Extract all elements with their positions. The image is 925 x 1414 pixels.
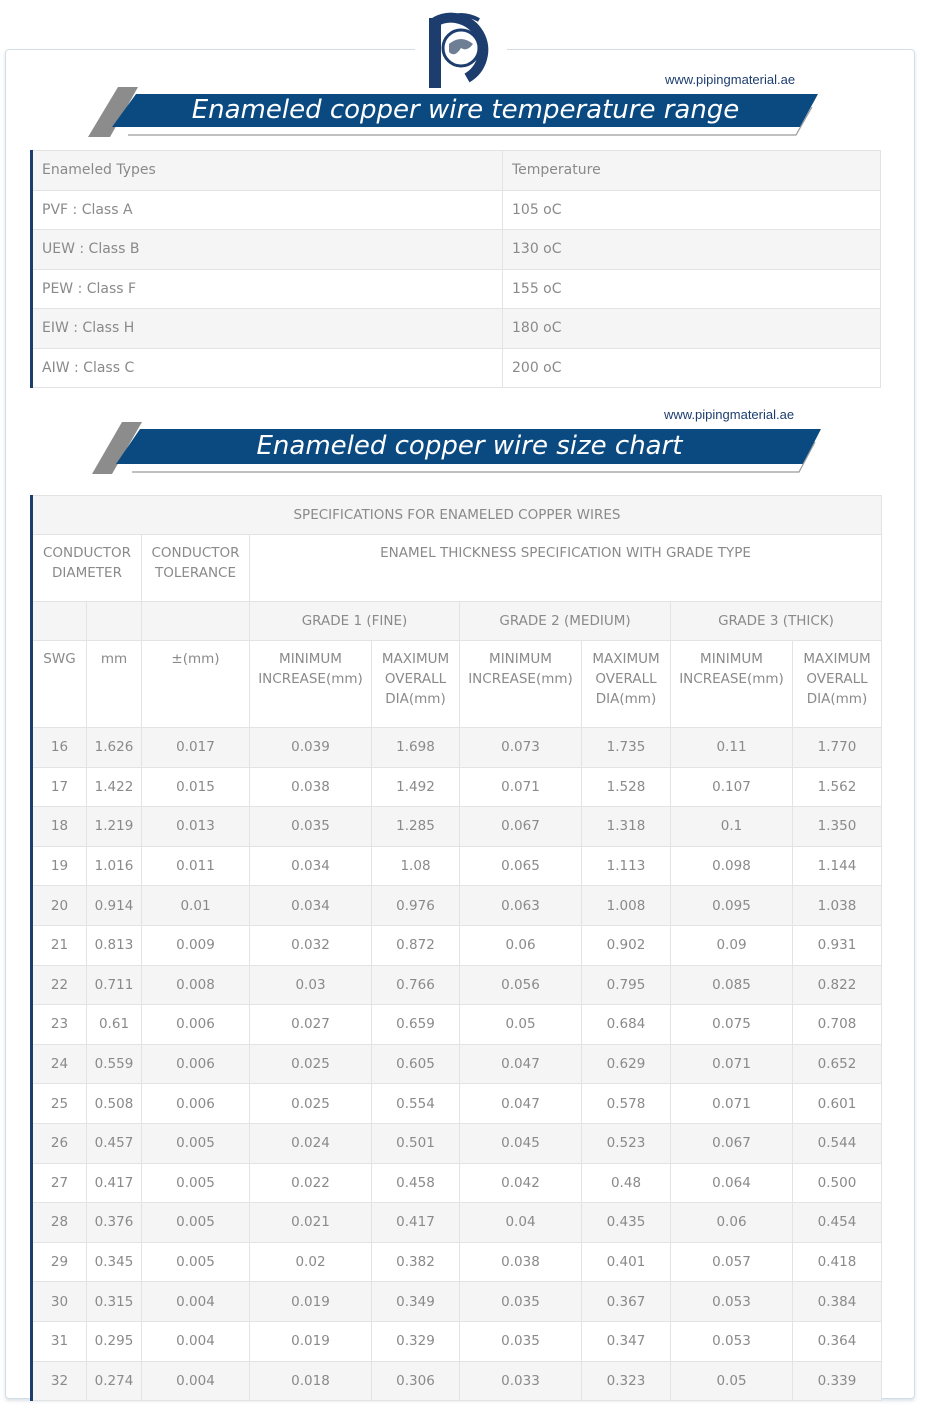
- table-cell: 0.1: [671, 807, 793, 847]
- table-cell: 29: [32, 1242, 87, 1282]
- table-cell: 0.11: [671, 728, 793, 768]
- conductor-tolerance-header: CONDUCTOR TOLERANCE: [142, 535, 250, 602]
- table-cell: 0.085: [671, 965, 793, 1005]
- table-row: [32, 1321, 882, 1361]
- table-cell: 0.345: [87, 1242, 142, 1282]
- section-title: Enameled copper wire temperature range: [191, 95, 740, 125]
- conductor-diameter-header: CONDUCTOR DIAMETER: [32, 535, 142, 602]
- column-header: MAXIMUM OVERALL DIA(mm): [582, 641, 671, 728]
- table-cell: 0.064: [671, 1163, 793, 1203]
- table-row: [32, 1361, 882, 1401]
- table-cell: 0.605: [372, 1044, 460, 1084]
- table-cell: 0.914: [87, 886, 142, 926]
- table-cell: 0.06: [671, 1203, 793, 1243]
- table-cell: 0.013: [142, 807, 250, 847]
- table-cell: 0.711: [87, 965, 142, 1005]
- table-cell: 0.306: [372, 1361, 460, 1401]
- table-cell: 0.523: [582, 1123, 671, 1163]
- table-cell: 0.034: [250, 886, 372, 926]
- table-cell: 0.401: [582, 1242, 671, 1282]
- column-header: MINIMUM INCREASE(mm): [671, 641, 793, 728]
- temperature-table: [30, 150, 881, 388]
- empty-cell: [32, 602, 87, 641]
- table-cell: 0.039: [250, 728, 372, 768]
- table-cell: 0.011: [142, 846, 250, 886]
- column-header: mm: [87, 641, 142, 728]
- table-cell: 0.976: [372, 886, 460, 926]
- table-cell: 1.219: [87, 807, 142, 847]
- table-cell: 0.107: [671, 767, 793, 807]
- table-cell: 0.872: [372, 925, 460, 965]
- table-cell: 0.009: [142, 925, 250, 965]
- table-cell: PVF : Class A: [32, 190, 503, 230]
- table-row: [32, 965, 882, 1005]
- table-cell: 1.698: [372, 728, 460, 768]
- table-cell: 1.008: [582, 886, 671, 926]
- table-cell: 0.063: [460, 886, 582, 926]
- table-cell: 0.067: [460, 807, 582, 847]
- enamel-thickness-header: ENAMEL THICKNESS SPECIFICATION WITH GRADE TYPE: [250, 535, 882, 602]
- table-cell: 0.027: [250, 1005, 372, 1045]
- table-cell: 1.562: [793, 767, 882, 807]
- section-title: Enameled copper wire size chart: [256, 431, 683, 461]
- table-row: [32, 846, 882, 886]
- grade-header: GRADE 1 (FINE): [250, 602, 460, 641]
- table-cell: 0.766: [372, 965, 460, 1005]
- table-row: [32, 1282, 882, 1322]
- table-cell: 0.544: [793, 1123, 882, 1163]
- table-cell: 0.508: [87, 1084, 142, 1124]
- table-cell: 0.045: [460, 1123, 582, 1163]
- table-cell: 1.08: [372, 846, 460, 886]
- table-cell: 0.629: [582, 1044, 671, 1084]
- table-cell: 0.684: [582, 1005, 671, 1045]
- table-cell: 0.02: [250, 1242, 372, 1282]
- table-cell: 0.364: [793, 1321, 882, 1361]
- table-cell: 0.931: [793, 925, 882, 965]
- table-row: [32, 886, 882, 926]
- table-cell: 0.071: [671, 1044, 793, 1084]
- site-url: www.pipingmaterial.ae: [665, 72, 796, 87]
- table-cell: 0.019: [250, 1282, 372, 1322]
- table-row: [32, 190, 881, 230]
- table-cell: 0.339: [793, 1361, 882, 1401]
- table-cell: 1.016: [87, 846, 142, 886]
- table-cell: 22: [32, 965, 87, 1005]
- table-cell: 1.113: [582, 846, 671, 886]
- table-cell: 180 oC: [503, 309, 881, 349]
- table-cell: 17: [32, 767, 87, 807]
- table-cell: 0.042: [460, 1163, 582, 1203]
- table-header-row: [32, 151, 881, 191]
- table-cell: 0.005: [142, 1163, 250, 1203]
- table-cell: 27: [32, 1163, 87, 1203]
- table-row: [32, 925, 882, 965]
- table-cell: 0.035: [250, 807, 372, 847]
- table-cell: 0.056: [460, 965, 582, 1005]
- table-row: [32, 1163, 882, 1203]
- table-cell: 0.708: [793, 1005, 882, 1045]
- table-row: [32, 1123, 882, 1163]
- table-cell: 28: [32, 1203, 87, 1243]
- table-cell: 0.021: [250, 1203, 372, 1243]
- table-cell: 0.019: [250, 1321, 372, 1361]
- table-cell: 0.501: [372, 1123, 460, 1163]
- table-cell: 0.902: [582, 925, 671, 965]
- table-cell: 20: [32, 886, 87, 926]
- site-url: www.pipingmaterial.ae: [664, 407, 795, 422]
- table-cell: 0.435: [582, 1203, 671, 1243]
- table-cell: 0.006: [142, 1005, 250, 1045]
- table-row: [32, 1044, 882, 1084]
- table-cell: 0.035: [460, 1282, 582, 1322]
- table-cell: 0.006: [142, 1084, 250, 1124]
- table-row: [32, 309, 881, 349]
- table-cell: 0.033: [460, 1361, 582, 1401]
- table-cell: 0.274: [87, 1361, 142, 1401]
- table-cell: 26: [32, 1123, 87, 1163]
- table-cell: 0.376: [87, 1203, 142, 1243]
- table-cell: 0.652: [793, 1044, 882, 1084]
- table-cell: 31: [32, 1321, 87, 1361]
- table-row: [32, 269, 881, 309]
- table-cell: EIW : Class H: [32, 309, 503, 349]
- grade-header: GRADE 2 (MEDIUM): [460, 602, 671, 641]
- table-cell: 0.05: [671, 1361, 793, 1401]
- table-cell: 32: [32, 1361, 87, 1401]
- table-cell: 24: [32, 1044, 87, 1084]
- table-cell: 0.067: [671, 1123, 793, 1163]
- table-cell: 0.032: [250, 925, 372, 965]
- table-cell: 0.022: [250, 1163, 372, 1203]
- table-cell: 0.349: [372, 1282, 460, 1322]
- table-cell: 0.454: [793, 1203, 882, 1243]
- table-cell: 19: [32, 846, 87, 886]
- table-cell: 1.626: [87, 728, 142, 768]
- table-cell: 0.01: [142, 886, 250, 926]
- table-cell: 0.48: [582, 1163, 671, 1203]
- table-cell: 21: [32, 925, 87, 965]
- table-cell: 0.065: [460, 846, 582, 886]
- table-cell: 0.418: [793, 1242, 882, 1282]
- table-cell: 0.005: [142, 1203, 250, 1243]
- column-header: MINIMUM INCREASE(mm): [460, 641, 582, 728]
- table-cell: 0.005: [142, 1242, 250, 1282]
- table-cell: 25: [32, 1084, 87, 1124]
- table-row: [32, 807, 882, 847]
- table-cell: 0.004: [142, 1282, 250, 1322]
- table-cell: 0.004: [142, 1321, 250, 1361]
- table-cell: 200 oC: [503, 348, 881, 388]
- table-cell: 1.318: [582, 807, 671, 847]
- table-header-row: [32, 602, 882, 641]
- table-cell: 0.822: [793, 965, 882, 1005]
- table-cell: 0.073: [460, 728, 582, 768]
- table-cell: 0.05: [460, 1005, 582, 1045]
- table-cell: 0.795: [582, 965, 671, 1005]
- table-cell: 0.06: [460, 925, 582, 965]
- pipingmaterial-logo: [415, 8, 507, 92]
- table-cell: 0.61: [87, 1005, 142, 1045]
- table-cell: 0.559: [87, 1044, 142, 1084]
- table-row: [32, 728, 882, 768]
- table-cell: 0.315: [87, 1282, 142, 1322]
- table-cell: 0.047: [460, 1084, 582, 1124]
- table-cell: 0.035: [460, 1321, 582, 1361]
- table-cell: AIW : Class C: [32, 348, 503, 388]
- table-cell: 130 oC: [503, 230, 881, 270]
- table-cell: 0.024: [250, 1123, 372, 1163]
- table-cell: 1.422: [87, 767, 142, 807]
- empty-cell: [87, 602, 142, 641]
- table-cell: 1.735: [582, 728, 671, 768]
- table-cell: 1.770: [793, 728, 882, 768]
- table-cell: 0.038: [250, 767, 372, 807]
- spec-header: SPECIFICATIONS FOR ENAMELED COPPER WIRES: [32, 496, 882, 535]
- table-row: [32, 230, 881, 270]
- section-banner: [88, 422, 823, 472]
- table-cell: 16: [32, 728, 87, 768]
- table-cell: 0.053: [671, 1282, 793, 1322]
- table-header-row: [32, 535, 882, 602]
- table-cell: 0.047: [460, 1044, 582, 1084]
- column-header: MAXIMUM OVERALL DIA(mm): [793, 641, 882, 728]
- table-cell: 0.057: [671, 1242, 793, 1282]
- table-cell: 0.04: [460, 1203, 582, 1243]
- column-header: ±(mm): [142, 641, 250, 728]
- table-cell: 0.458: [372, 1163, 460, 1203]
- table-cell: 18: [32, 807, 87, 847]
- table-cell: 23: [32, 1005, 87, 1045]
- table-cell: 30: [32, 1282, 87, 1322]
- table-cell: PEW : Class F: [32, 269, 503, 309]
- table-cell: 0.098: [671, 846, 793, 886]
- table-cell: 0.384: [793, 1282, 882, 1322]
- column-header: MINIMUM INCREASE(mm): [250, 641, 372, 728]
- table-cell: 0.008: [142, 965, 250, 1005]
- column-header: SWG: [32, 641, 87, 728]
- table-cell: 1.492: [372, 767, 460, 807]
- table-cell: 0.601: [793, 1084, 882, 1124]
- grade-header: GRADE 3 (THICK): [671, 602, 882, 641]
- table-cell: 0.004: [142, 1361, 250, 1401]
- table-cell: 0.03: [250, 965, 372, 1005]
- table-cell: 0.367: [582, 1282, 671, 1322]
- table-cell: 0.382: [372, 1242, 460, 1282]
- table-cell: 0.417: [372, 1203, 460, 1243]
- table-cell: 0.554: [372, 1084, 460, 1124]
- table-cell: 0.075: [671, 1005, 793, 1045]
- table-header-row: [32, 496, 882, 535]
- table-cell: 0.457: [87, 1123, 142, 1163]
- table-row: [32, 1005, 882, 1045]
- table-cell: 0.347: [582, 1321, 671, 1361]
- table-row: [32, 767, 882, 807]
- table-cell: 0.329: [372, 1321, 460, 1361]
- table-cell: UEW : Class B: [32, 230, 503, 270]
- table-cell: 0.018: [250, 1361, 372, 1401]
- column-header: Temperature: [503, 151, 881, 191]
- table-cell: 0.025: [250, 1044, 372, 1084]
- table-cell: 0.005: [142, 1123, 250, 1163]
- table-cell: 1.350: [793, 807, 882, 847]
- table-cell: 0.038: [460, 1242, 582, 1282]
- column-header: MAXIMUM OVERALL DIA(mm): [372, 641, 460, 728]
- table-row: [32, 1084, 882, 1124]
- table-cell: 0.095: [671, 886, 793, 926]
- table-cell: 1.528: [582, 767, 671, 807]
- table-cell: 105 oC: [503, 190, 881, 230]
- table-cell: 1.038: [793, 886, 882, 926]
- table-cell: 0.006: [142, 1044, 250, 1084]
- table-cell: 0.071: [460, 767, 582, 807]
- table-row: [32, 1203, 882, 1243]
- section-banner: [88, 87, 823, 137]
- table-cell: 0.025: [250, 1084, 372, 1124]
- table-cell: 0.417: [87, 1163, 142, 1203]
- table-cell: 0.034: [250, 846, 372, 886]
- table-cell: 0.813: [87, 925, 142, 965]
- table-cell: 0.323: [582, 1361, 671, 1401]
- table-cell: 155 oC: [503, 269, 881, 309]
- table-cell: 1.285: [372, 807, 460, 847]
- table-cell: 0.659: [372, 1005, 460, 1045]
- table-cell: 0.295: [87, 1321, 142, 1361]
- column-header: Enameled Types: [32, 151, 503, 191]
- size-chart-table: [30, 495, 882, 1401]
- table-cell: 0.578: [582, 1084, 671, 1124]
- table-cell: 1.144: [793, 846, 882, 886]
- table-cell: 0.500: [793, 1163, 882, 1203]
- table-cell: 0.053: [671, 1321, 793, 1361]
- table-cell: 0.071: [671, 1084, 793, 1124]
- table-cell: 0.017: [142, 728, 250, 768]
- table-header-row: [32, 641, 882, 728]
- table-row: [32, 348, 881, 388]
- empty-cell: [142, 602, 250, 641]
- table-cell: 0.09: [671, 925, 793, 965]
- table-cell: 0.015: [142, 767, 250, 807]
- table-row: [32, 1242, 882, 1282]
